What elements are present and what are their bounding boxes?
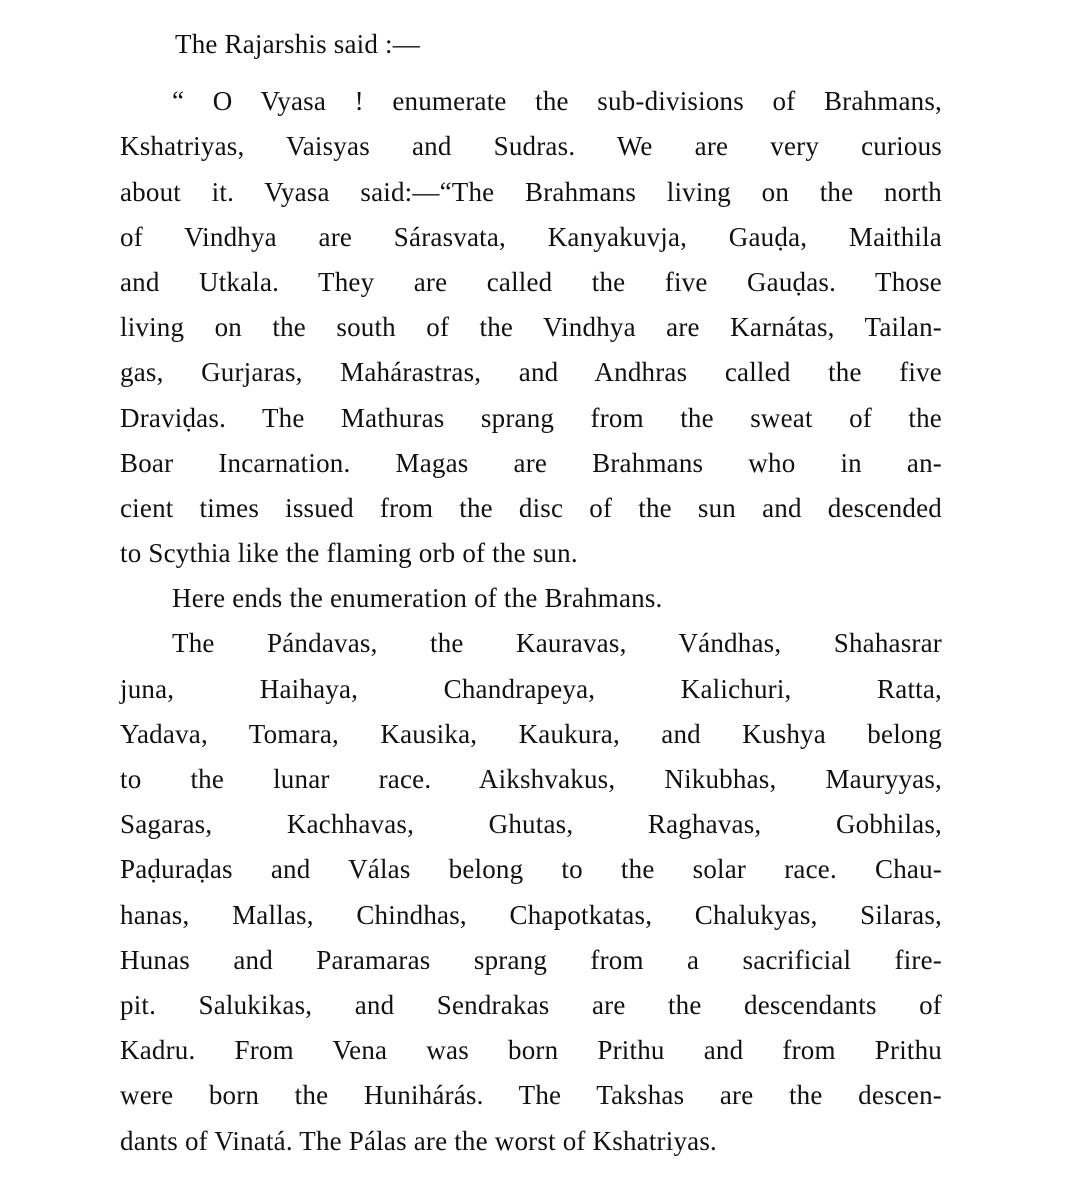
text-line: Boar Incarnation. Magas are Brahmans who in an- <box>120 447 942 478</box>
text-line: “ O Vyasa ! enumerate the sub-divisions of Brahmans, <box>172 86 942 117</box>
text-line: of Vindhya are Sárasvata, Kanyakuvja, Gauḍa, Maithila <box>120 221 942 252</box>
text-line: to the lunar race. Aikshvakus, Nikubhas, Mauryyas, <box>120 764 942 794</box>
text-line: Paḍuraḍas and Válas belong to the solar race. Chau- <box>120 854 942 885</box>
text-line: Kadru. From Vena was born Prithu and from Prithu <box>120 1035 942 1066</box>
text-line: living on the south of the Vindhya are Karnátas, Tailan- <box>120 312 942 343</box>
text-line: Kshatriyas, Vaisyas and Sudras. We are very curious <box>120 131 942 162</box>
text-line: Sagaras, Kachhavas, Ghutas, Raghavas, Gobhilas, <box>120 809 942 840</box>
text-line: gas, Gurjaras, Mahárastras, and Andhras called the five <box>120 357 942 388</box>
text-line: dants of Vinatá. The Pálas are the worst of Kshatriyas. <box>120 1125 717 1156</box>
text-line: juna, Haihaya, Chandrapeya, Kalichuri, Ratta, <box>120 673 942 704</box>
text-line: The Pándavas, the Kauravas, Vándhas, Shahasrar <box>172 628 942 659</box>
text-line: pit. Salukikas, and Sendrakas are the descendants of <box>120 989 942 1020</box>
text-line: to Scythia like the flaming orb of the sun. <box>120 538 578 569</box>
text-line: Here ends the enumeration of the Brahmans. <box>172 583 663 614</box>
text-line: hanas, Mallas, Chindhas, Chapotkatas, Chalukyas, Silaras, <box>120 899 942 930</box>
text-line: about it. Vyasa said:—“The Brahmans living on the north <box>120 176 942 207</box>
text-line: Draviḍas. The Mathuras sprang from the sweat of the <box>120 402 942 433</box>
text-line: Hunas and Paramaras sprang from a sacrificial fire- <box>120 944 942 975</box>
heading-line: The Rajarshis said :— <box>175 29 420 59</box>
text-line: cient times issued from the disc of the sun and descended <box>120 492 942 523</box>
text-line: were born the Hunihárás. The Takshas are the descen- <box>120 1080 942 1111</box>
text-line: Yadava, Tomara, Kausika, Kaukura, and Kushya belong <box>120 718 942 749</box>
document-page <box>120 22 942 1164</box>
text-line: and Utkala. They are called the five Gauḍas. Those <box>120 266 942 297</box>
